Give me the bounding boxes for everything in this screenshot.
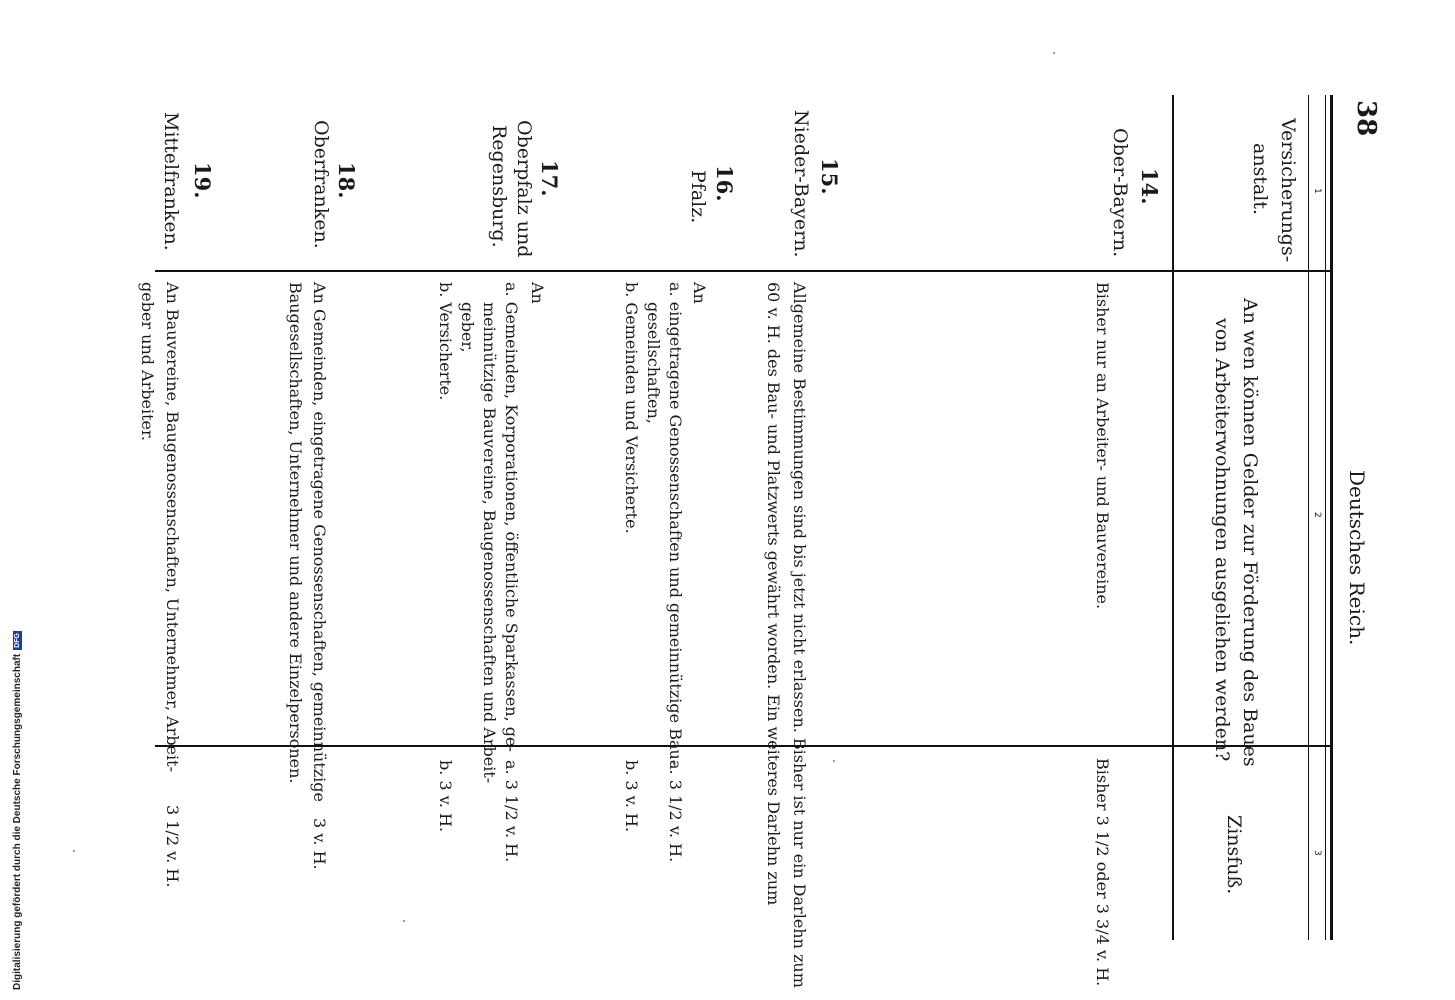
row-15-number: 15. bbox=[817, 158, 842, 195]
scan-speck bbox=[1053, 52, 1055, 54]
row-19-rate: 3 1/2 v. H. bbox=[163, 805, 182, 888]
row-15-region: Nieder-Bayern. bbox=[790, 110, 812, 258]
row-14-borrowers: Bisher nur an Arbeiter- und Bauvereine. bbox=[1093, 282, 1112, 610]
header-borrowers-line1: An wen können Gelder zur Förderung des Baues bbox=[1239, 298, 1261, 767]
row-18-borrowers-line1: An Gemeinden, eingetragene Genossenschaften, gemeinnützige bbox=[310, 282, 329, 802]
row-17-borrowers-line3: meinnützige Bauvereine, Baugenossenschaften und Arbeit- bbox=[480, 302, 499, 784]
row-19-borrowers-line1: An Bauvereine, Baugenossenschaften, Unternehmer, Arbeit- bbox=[163, 282, 182, 772]
row-16-rate-a: a. 3 1/2 v. H. bbox=[666, 760, 685, 863]
column-number-3: 3 bbox=[1312, 850, 1322, 856]
scan-speck bbox=[403, 920, 405, 922]
row-16-number: 16. bbox=[712, 165, 737, 202]
scan-speck bbox=[833, 760, 835, 762]
dfg-logo: DFG bbox=[14, 633, 21, 648]
column-number-1: 1 bbox=[1312, 188, 1322, 194]
row-18-rate: 3 v. H. bbox=[310, 818, 329, 870]
column-number-rule bbox=[1308, 95, 1309, 940]
row-16-borrowers-line1: An bbox=[690, 282, 709, 304]
row-17-number: 17. bbox=[537, 160, 562, 197]
header-institution-line2: anstalt. bbox=[1249, 143, 1271, 216]
scan-speck bbox=[73, 850, 75, 852]
digitization-note-text: Digitalisierung gefördert durch die Deutsche Forschungsgemeinschaft bbox=[12, 653, 23, 990]
row-16-region: Pfalz. bbox=[687, 170, 709, 224]
row-18-number: 18. bbox=[334, 162, 359, 199]
row-14-region: Ober-Bayern. bbox=[1109, 128, 1131, 258]
header-institution-line1: Versicherungs- bbox=[1277, 118, 1299, 263]
row-17-rate-a: a. 3 1/2 v. H. bbox=[502, 760, 521, 863]
row-19-borrowers-line2: geber und Arbeiter. bbox=[138, 282, 157, 441]
column-number-2: 2 bbox=[1312, 512, 1322, 518]
row-14-number: 14. bbox=[1137, 168, 1162, 205]
row-18-borrowers-line2: Baugesellschaften, Unternehmer und andere Einzelpersonen. bbox=[286, 282, 305, 784]
row-18-region: Oberfranken. bbox=[310, 120, 332, 249]
row-17-borrowers-line5: b. Versicherte. bbox=[436, 282, 455, 401]
header-borrowers-line2: von Arbeiterwohnungen ausgeliehen werden? bbox=[1211, 318, 1233, 762]
row-17-borrowers-line4: geber, bbox=[458, 302, 477, 353]
column-divider-1 bbox=[155, 270, 1333, 272]
row-17-region-line1: Oberpfalz und bbox=[513, 120, 535, 258]
header-rule bbox=[1172, 95, 1174, 940]
header-interest-rate: Zinsfuß. bbox=[1223, 815, 1245, 895]
row-15-borrowers-line2: 60 v. H. des Bau- und Platzwerts gewährt worden. Ein weiteres Darlehn zum bbox=[764, 282, 783, 906]
table-top-rule-thin bbox=[1325, 95, 1326, 940]
row-16-borrowers-line4: b. Gemeinden und Versicherte. bbox=[622, 282, 641, 534]
row-17-borrowers-line1: An bbox=[528, 282, 547, 304]
row-16-borrowers-line3: gesellschaften, bbox=[644, 302, 663, 424]
running-head: Deutsches Reich. bbox=[1345, 470, 1369, 646]
row-17-rate-b: b. 3 v. H. bbox=[436, 760, 455, 833]
digitization-note bbox=[12, 631, 23, 990]
row-16-rate-b: b. 3 v. H. bbox=[622, 760, 641, 833]
row-19-number: 19. bbox=[190, 162, 215, 199]
column-divider-2 bbox=[155, 745, 1333, 747]
row-16-borrowers-line2: a. eingetragene Genossenschaften und gemeinnützige Bau- bbox=[666, 282, 685, 766]
row-14-rate: Bisher 3 1/2 oder 3 3/4 v. H. bbox=[1093, 758, 1112, 987]
row-19-region: Mittelfranken. bbox=[160, 112, 182, 251]
row-15-borrowers-line1: Allgemeine Bestimmungen sind bis jetzt nicht erlassen. Bisher ist nur ein Darlehn zum bbox=[790, 282, 809, 988]
page-number: 38 bbox=[1351, 100, 1381, 137]
row-17-region-line2: Regensburg. bbox=[488, 125, 510, 248]
row-17-borrowers-line2: a. Gemeinden, Korporationen, öffentliche Sparkassen, ge- bbox=[502, 282, 521, 752]
table-top-rule-thick bbox=[1330, 95, 1333, 940]
